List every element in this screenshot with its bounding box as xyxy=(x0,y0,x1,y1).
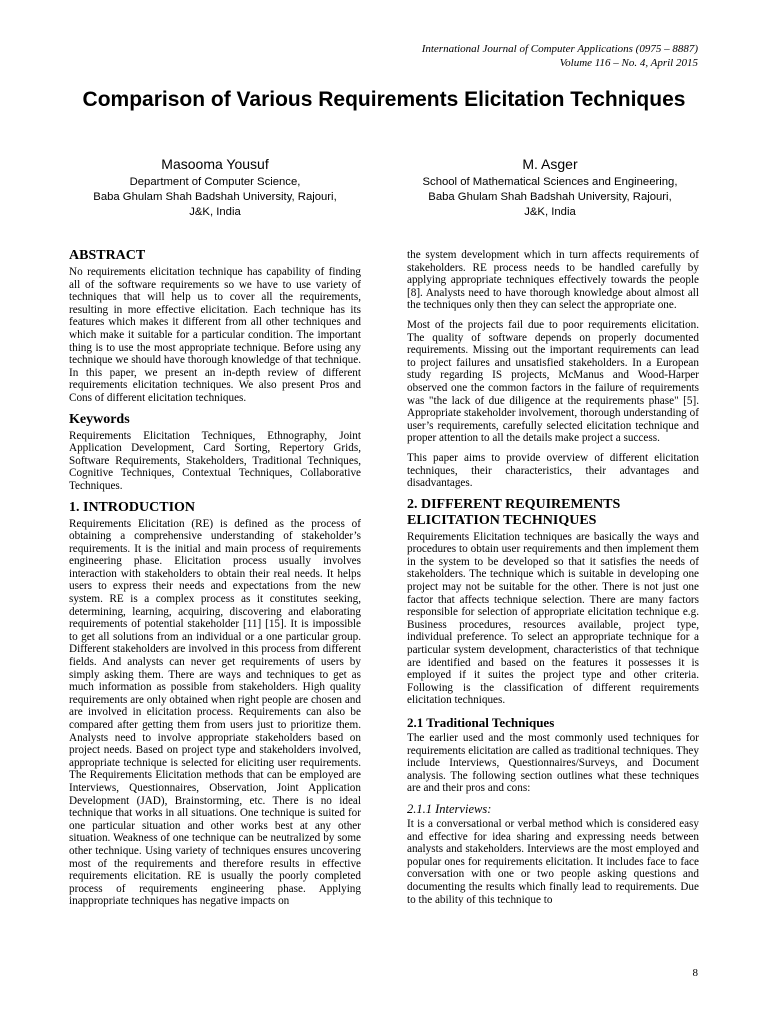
journal-header xyxy=(422,42,698,70)
author-block-1 xyxy=(65,156,365,220)
section-2-1-1-paragraph: It is a conversational or verbal method which is considered easy and effective for idea sharing and expressing needs between analysts and stakeholders. Interviews are the most employed and popular ones for requirements elicitation. It includes face to face conversation with one or two people asking questions and documenting the results which finally lead to requirements. Due to the ability of this technique to xyxy=(407,817,699,906)
author-affiliation-line: Baba Ghulam Shah Badshah University, Rajouri, xyxy=(428,191,672,203)
section-2-1-1-heading: 2.1.1 Interviews: xyxy=(407,801,492,816)
journal-name: International Journal of Computer Applications (0975 – 8887) xyxy=(421,43,698,55)
introduction-paragraph-continued: the system development which in turn affects requirements of stakeholders. RE process needs to be handled carefully by applying appropriate techniques effectively towards the people [8]. Analysts need to have thorough knowledge about almost all the techniques only then they can select the appropriate one. xyxy=(407,249,699,312)
left-column xyxy=(69,248,361,915)
section-2-heading: 2. DIFFERENT REQUIREMENTS ELICITATION TECHNIQUES xyxy=(407,496,621,528)
abstract-heading: ABSTRACT xyxy=(69,248,146,263)
author-block-2 xyxy=(400,156,700,220)
author-affiliation-line: J&K, India xyxy=(524,206,576,218)
page-number: 8 xyxy=(692,967,698,979)
section-2-1-heading: 2.1 Traditional Techniques xyxy=(407,715,555,730)
journal-volume: Volume 116 – No. 4, April 2015 xyxy=(559,57,698,69)
author-affiliation-line: School of Mathematical Sciences and Engineering, xyxy=(422,176,678,188)
paper-title: Comparison of Various Requirements Elicitation Techniques xyxy=(82,88,686,111)
introduction-paragraph: This paper aims to provide overview of different elicitation techniques, their characteristics, their advantages and disadvantages. xyxy=(407,451,699,490)
author-name: Masooma Yousuf xyxy=(161,156,269,172)
keywords-heading: Keywords xyxy=(69,411,130,427)
author-name: M. Asger xyxy=(522,156,578,172)
right-column xyxy=(407,249,699,913)
author-affiliation-line: Department of Computer Science, xyxy=(129,176,301,188)
abstract-text: No requirements elicitation technique has capability of finding all of the software requirements so we have to use variety of techniques that will help us to cover all the requirements, resulting in more effective elicitation. Each technique has its features which makes it different from all other techniques and which make it suitable for a particular condition. The important thing is to use the most appropriate technique. Before using any technique we should have thorough knowledge of that technique. In this paper, we present an in-depth review of different requirements elicitation techniques. We also present Pros and Cons of different elicitation techniques. xyxy=(69,266,361,404)
introduction-heading: 1. INTRODUCTION xyxy=(69,499,196,515)
section-2-paragraph: Requirements Elicitation techniques are basically the ways and procedures to obtain user requirements and then implement them in the system to be developed so that it satisfies the needs of stakeholders. The technique which is suitable in developing one project may not be suitable for the other. There is not just one factor that affects technique selection. There are many factors responsible for selection of appropriate elicitation technique e.g. Business procedures, resources available, project type, individual preference. To select an appropriate technique for a particular system development, characteristics of that technique are identified and based on the features it possesses it is employed if it suites the project type and other criteria. Following is the classification of different requirements elicitation techniques. xyxy=(407,530,699,707)
section-2-1-paragraph: The earlier used and the most commonly used techniques for requirements elicitation are called as traditional techniques. They include Interviews, Questionnaires/Surveys, and Document analysis. The following section outlines what these techniques are and their pros and cons: xyxy=(407,732,699,795)
author-affiliation-line: Baba Ghulam Shah Badshah University, Rajouri, xyxy=(93,191,337,203)
introduction-paragraph: Requirements Elicitation (RE) is defined as the process of obtaining a comprehensive understanding of stakeholder’s requirements. It is the initial and main process of requirements engineering phase. Elicitation process usually involves interaction with stakeholders to obtain their real needs. It helps users to express their needs and expectations from the new system. RE is a complex process as it constitutes seeking, determining, learning, acquiring, discovering and elaborating requirements of potential stakeholder [11] [15]. It is impossible to get all solutions from an individual or a one particular group. Different stakeholders are involved in this process from different fields. And analysts can never get requirements of users by simply asking them. There are ways and techniques to get as much information as possible from stakeholders. High quality requirements are only obtained when right people are chosen and are involved in elicitation process. Requirements can also be compared after getting them from users just to prioritize them. Analysts need to involve appropriate stakeholders based on project needs. Based on project type and stakeholders involved, appropriate technique is selected for eliciting user requirements. The Requirements Elicitation methods that can be employed are Interviews, Questionnaires, Observation, Joint Application Development (JAD), Brainstorming, etc. There is no ideal technique that works in all situations. One technique is suited for one particular situation and other works best at any other situation. Weakness of one technique can be neutralized by some other technique. Using variety of techniques ensures uncovering most of the requirements and therefore results in effective requirements elicitation. RE is usually the poorly completed process of requirements engineering phase. Applying inappropriate techniques has negative impacts on xyxy=(69,517,361,908)
keywords-text: Requirements Elicitation Techniques, Ethnography, Joint Application Development, Card Sorting, Repertory Grids, Software Requirements, Stakeholders, Traditional Techniques, Cognitive Techniques, Contextual Techniques, Collaborative Techniques. xyxy=(69,429,361,492)
author-affiliation-line: J&K, India xyxy=(189,206,241,218)
introduction-paragraph: Most of the projects fail due to poor requirements elicitation. The quality of software depends on properly documented requirements. Missing out the important requirements can lead to project failures and unsatisfied stakeholders. In a European study regarding IS projects, McManus and Wood-Harper observed one the common factors in the failure of requirements was "the lack of due diligence at the requirements phase" [5]. Appropriate stakeholder involvement, thorough understanding of user’s requirements, carefully selected elicitation technique and proper attention to all the details make project a success. xyxy=(407,318,699,445)
